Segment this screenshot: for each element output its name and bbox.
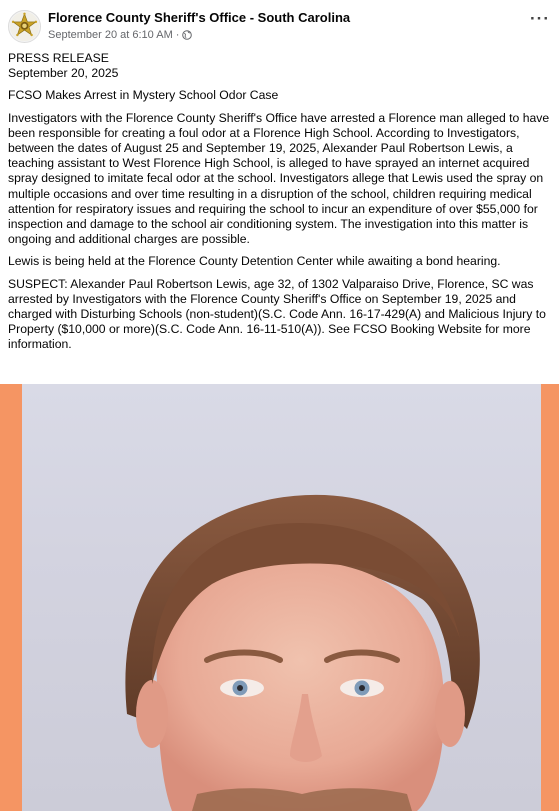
post-body <box>8 51 553 353</box>
post-meta <box>48 29 192 41</box>
sheriff-star-badge-icon <box>9 11 40 42</box>
press-release-headline: FCSO Makes Arrest in Mystery School Odor Case <box>8 88 279 103</box>
press-release-date: September 20, 2025 <box>8 66 119 81</box>
press-release-paragraph-3: SUSPECT: Alexander Paul Robertson Lewis, age 32, of 1302 Valparaiso Drive, Florence, SC was arrested by Investigators with the Florence County Sheriff's Office on September 19, 2025 and charged with Disturbing Schools (non-student)(S.C. Code Ann. 16-17-429(A) and Malicious Injury to Property ($10,000 or more)(S.C. Code Ann. 16-11-510(A)). See FCSO Booking Website for more information. <box>8 276 546 352</box>
press-release-paragraph-1: Investigators with the Florence County Sheriff's Office have arrested a Florence man alleged to have been responsible for creating a foul odor at a Florence High School. According to Investigators, between the dates of August 25 and September 19, 2025, Alexander Paul Robertson Lewis, a teaching assistant to West Florence High School, is alleged to have sprayed an internet acquired spray designed to imitate fecal odor at the school. Investigators allege that Lewis used the spray on multiple occasions and over time resulting in a disruption of the school, children requiring medical attention for respiratory issues and requiring the school to incur an expenditure of over $55,000 for inspection and damage to the school air conditioning system. The investigation into this matter is ongoing and additional charges are possible. <box>8 110 550 247</box>
globe-icon[interactable] <box>182 30 192 40</box>
press-release-label: PRESS RELEASE <box>8 51 109 65</box>
booking-photo <box>22 384 541 811</box>
meta-separator: · <box>175 29 180 41</box>
more-options-icon[interactable]: ··· <box>530 9 550 28</box>
press-release-paragraph-2: Lewis is being held at the Florence County Detention Center while awaiting a bond hearing. <box>8 254 501 269</box>
post-photo[interactable] <box>0 384 559 811</box>
page-name-link[interactable]: Florence County Sheriff's Office - South Carolina <box>48 10 351 25</box>
booking-photo-illustration <box>22 384 541 811</box>
post-header <box>0 0 559 46</box>
post-timestamp[interactable]: September 20 at 6:10 AM <box>48 29 173 41</box>
page-avatar[interactable] <box>8 10 41 43</box>
